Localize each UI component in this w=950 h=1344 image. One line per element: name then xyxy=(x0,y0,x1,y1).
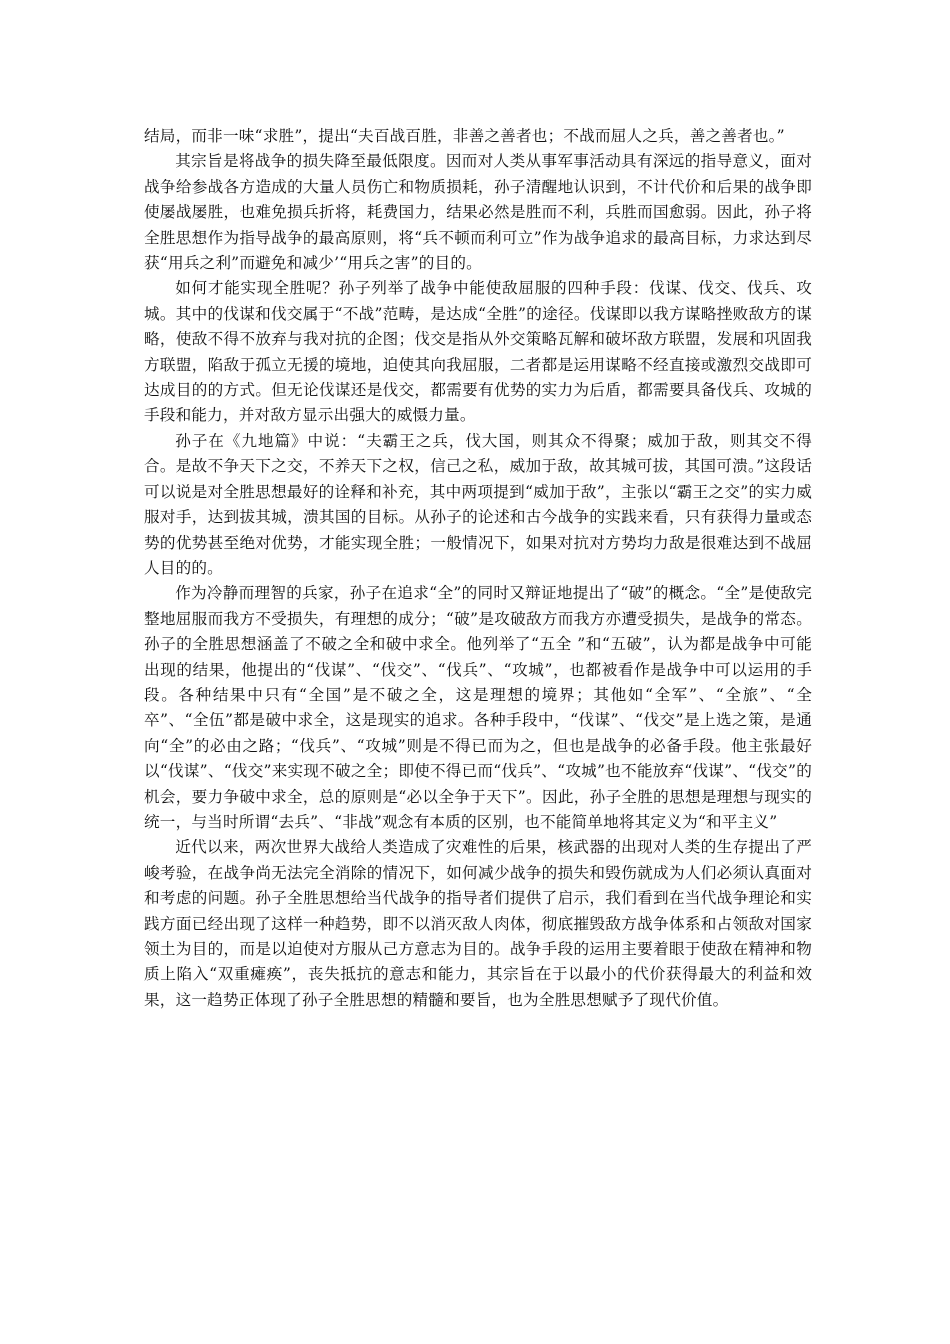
paragraph-3: 如何才能实现全胜呢？孙子列举了战争中能使敌屈服的四种手段：伐谋、伐交、伐兵、攻城。其中的伐谋和伐交属于“不战”范畴，是达成“全胜”的途径。伐谋即以我方谋略挫败敌方的谋略，使敌不得不放弃与我对抗的企图；伐交是指从外交策略瓦解和破坏敌方联盟，发展和巩固我方联盟，陷敌于孤立无援的境地，迫使其向我屈服，二者都是运用谋略不经直接或激烈交战即可达成目的的方式。但无论伐谋还是伐交，都需要有优势的实力为后盾，都需要具备伐兵、攻城的手段和能力，并对敌方显示出强大的威慑力量。 xyxy=(144,279,812,425)
paragraph-5: 作为冷静而理智的兵家，孙子在追求“全”的同时又辩证地提出了“破”的概念。“全”是使敌完整地屈服而我方不受损失，有理想的成分；“破”是攻破敌方而我方亦遭受损失，是战争的常态。孙子的全胜思想涵盖了不破之全和破中求全。他列举了“五全 ”和“五破”，认为都是战争中可能出现的结果，他提出的“伐谋”、“伐交”、“伐兵”、“攻城”，也都被看作是战争中可以运用的手段。各种结果中只有“全国”是不破之全，这是理想的境界；其他如“全军”、“全旅”、“全卒”、“全伍”都是破中求全，这是现实的追求。各种手段中，“伐谋”、“伐交”是上选之策，是通向“全”的必由之路；“伐兵”、“攻城”则是不得已而为之，但也是战争的必备手段。他主张最好以“伐谋”、“伐交”来实现不破之全；即使不得已而“伐兵”、“攻城”也不能放弃“伐谋”、“伐交”的机会，要力争破中求全，总的原则是“必以全争于天下”。因此，孙子全胜的思想是理想与现实的统一，与当时所谓“去兵”、“非战”观念有本质的区别，也不能简单地将其定义为“和平主义” xyxy=(144,584,812,831)
paragraph-4: 孙子在《九地篇》中说：“夫霸王之兵，伐大国，则其众不得聚；威加于敌，则其交不得合。是故不争天下之交，不养天下之权，信己之私，威加于敌，故其城可拔，其国可溃。”这段话可以说是对全胜思想最好的诠释和补充，其中两项提到“威加于敌”，主张以“霸王之交”的实力威服对手，达到拔其城，溃其国的目标。从孙子的论述和古今战争的实践来看，只有获得力量或态势的优势甚至绝对优势，才能实现全胜；一般情况下，如果对抗对方势均力敌是很难达到不战屈人目的的。 xyxy=(144,431,812,577)
paragraph-2: 其宗旨是将战争的损失降至最低限度。因而对人类从事军事活动具有深远的指导意义，面对战争给参战各方造成的大量人员伤亡和物质损耗，孙子清醒地认识到，不计代价和后果的战争即使屡战屡胜，也难免损兵折将，耗费国力，结果必然是胜而不利，兵胜而国愈弱。因此，孙子将全胜思想作为指导战争的最高原则，将“兵不顿而利可立”作为战争追求的最高目标，力求达到尽获“用兵之利”而避免和减少’“用兵之害”的目的。 xyxy=(144,152,812,273)
document-body xyxy=(144,124,812,1013)
paragraph-6: 近代以来，两次世界大战给人类造成了灾难性的后果，核武器的出现对人类的生存提出了严峻考验，在战争尚无法完全消除的情况下，如何减少战争的损失和毁伤就成为人们必须认真面对和考虑的问题。孙子全胜思想给当代战争的指导者们提供了启示，我们看到在当代战争理论和实践方面已经出现了这样一种趋势，即不以消灭敌人肉体，彻底摧毁敌方战争体系和占领敌对国家领土为目的，而是以迫使对方服从己方意志为目的。战争手段的运用主要着眼于使敌在精神和物质上陷入“双重瘫痪”，丧失抵抗的意志和能力，其宗旨在于以最小的代价获得最大的利益和效果，这一趋势正体现了孙子全胜思想的精髓和要旨，也为全胜思想赋予了现代价值。 xyxy=(144,838,812,1009)
paragraph-1: 结局，而非一味“求胜”，提出“夫百战百胜，非善之善者也；不战而屈人之兵，善之善者也。” xyxy=(144,127,785,145)
